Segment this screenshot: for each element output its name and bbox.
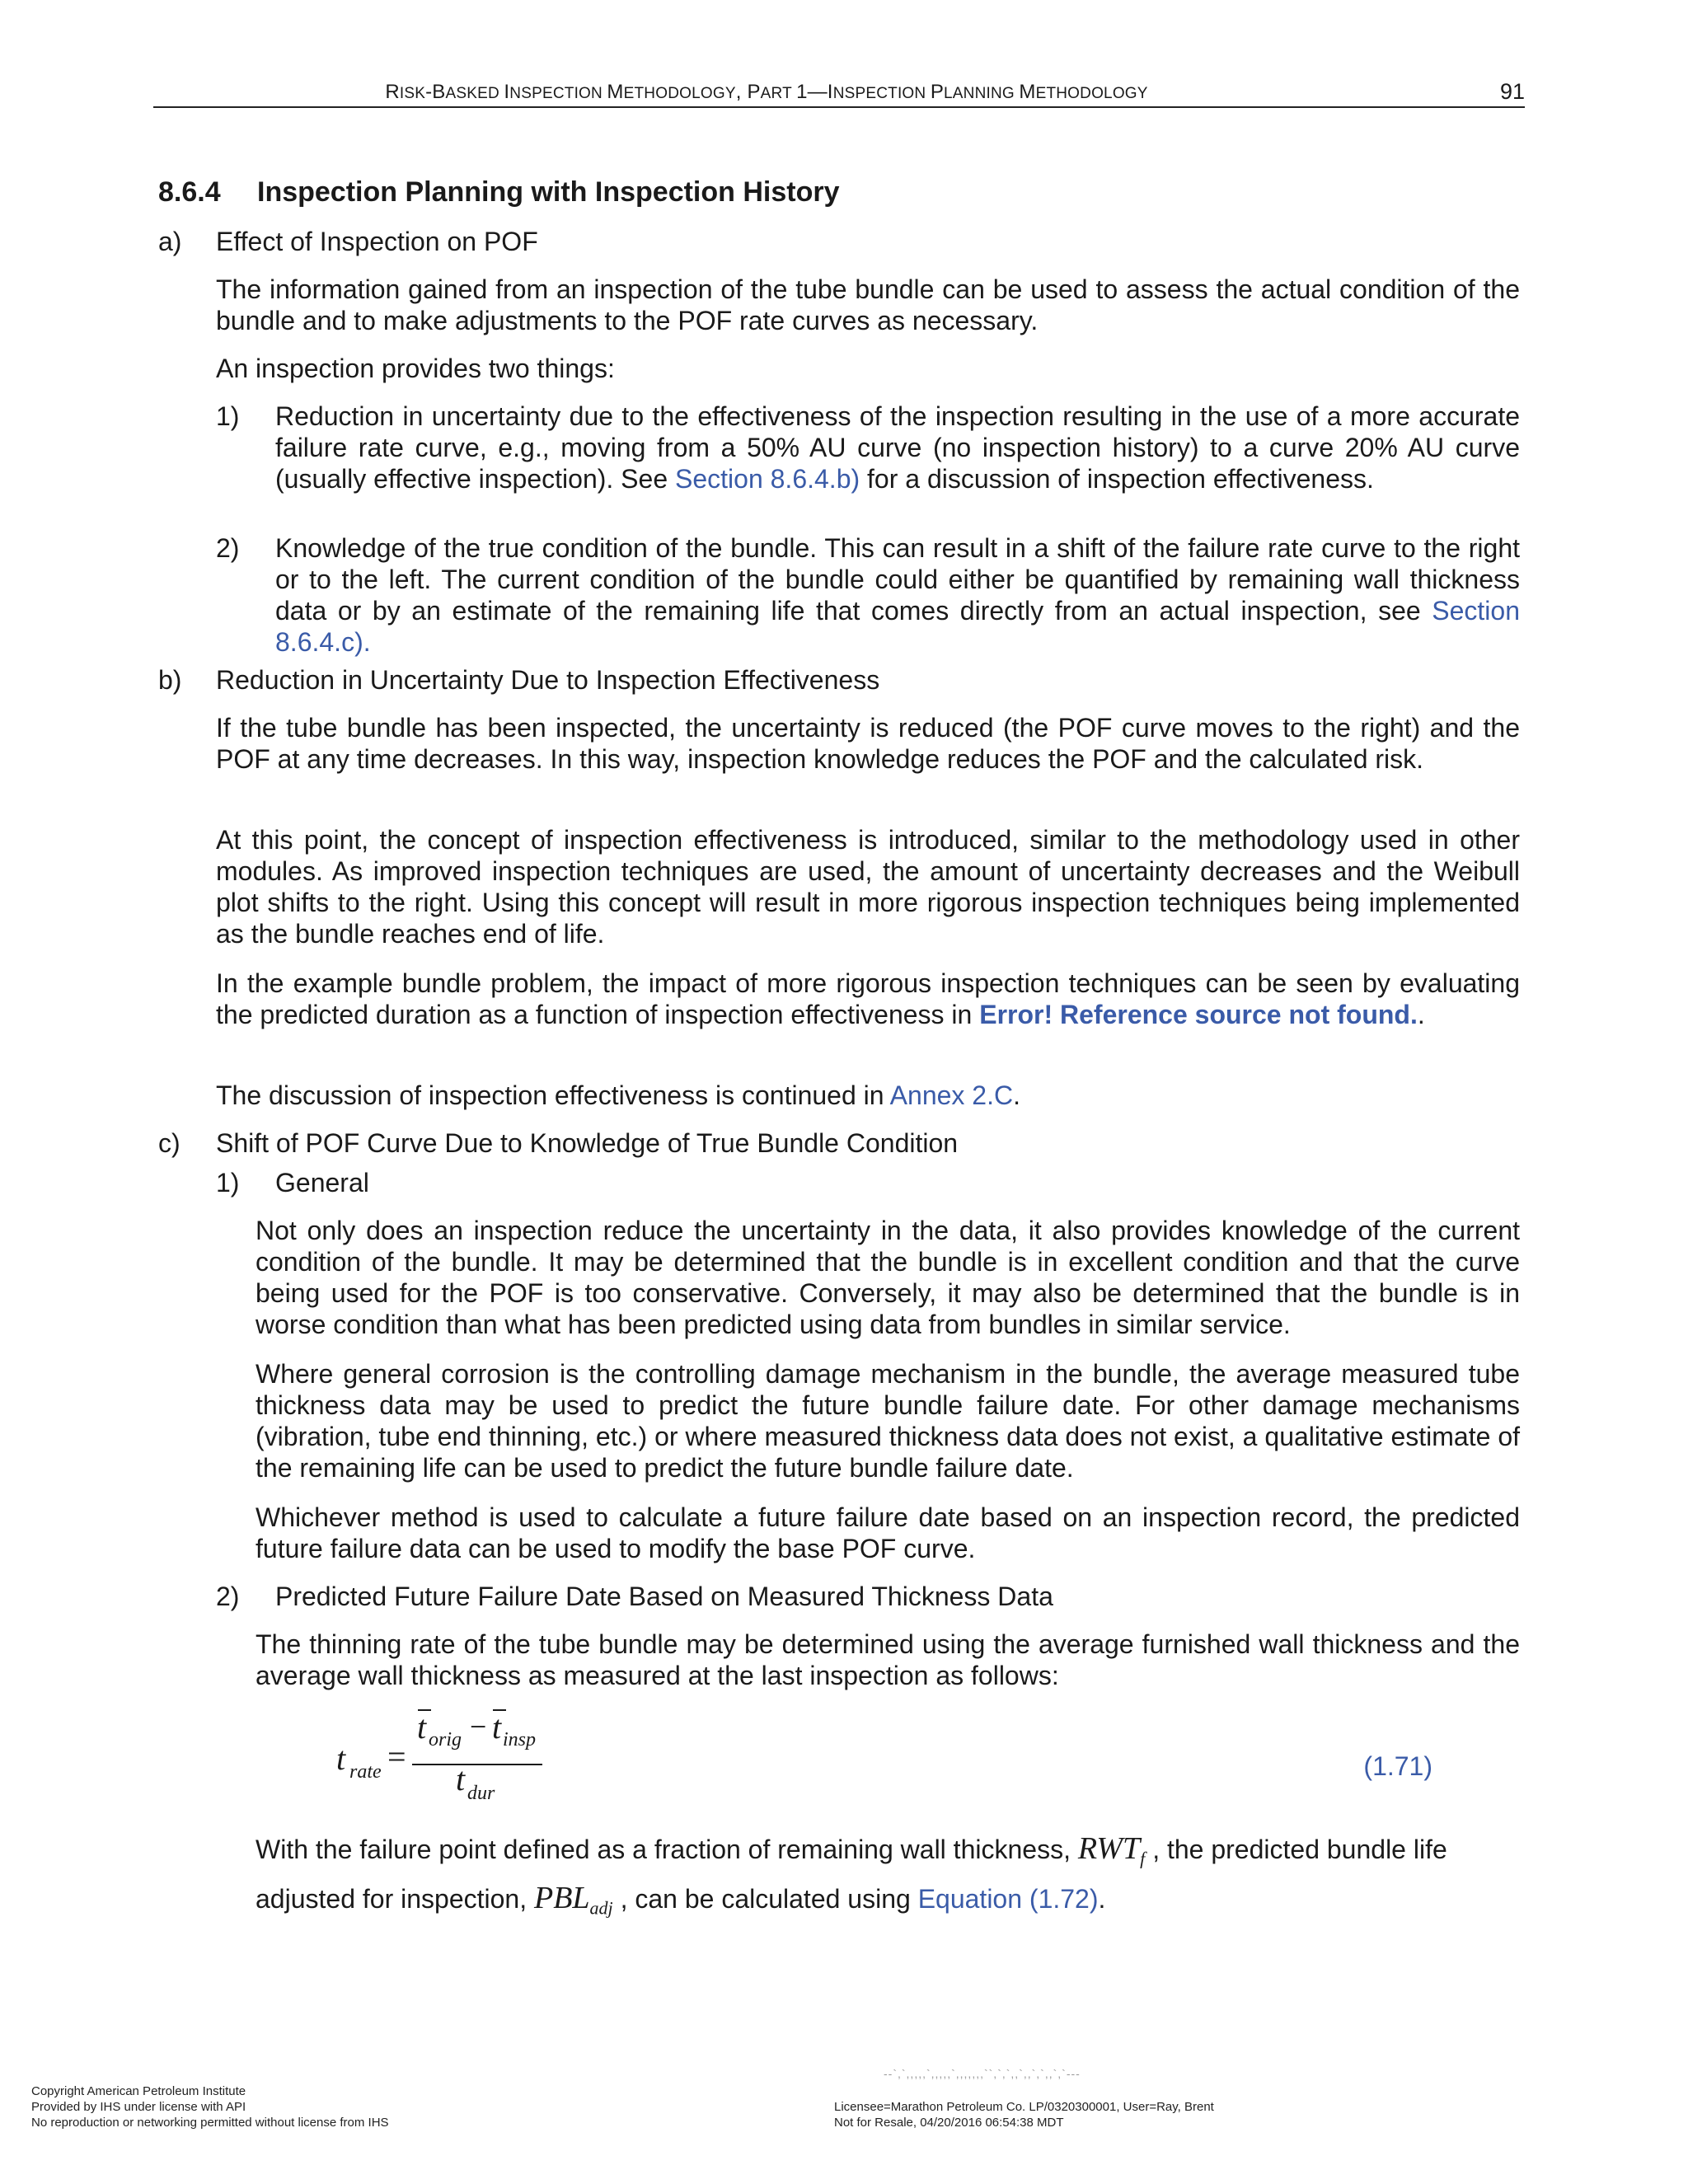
item-c-title: Shift of POF Curve Due to Knowledge of True Bundle Condition xyxy=(216,1128,959,1158)
footer-no-reproduction: No reproduction or networking permitted without license from IHS xyxy=(31,2116,389,2130)
footer-watermark-dots: --`,`,,,,,`,,,,,`,,,,,,,``,`,`,,`,,`,`,,`,`--- xyxy=(884,2067,1081,2080)
item-c1-paragraph-2: Where general corrosion is the controlling damage mechanism in the bundle, the average measured tube thickness data may be used to predict the future bundle failure date. For other damage mechanisms (vibration, tube end thinning, etc.) or where measured thickness data does not exist, a qualitative estimate of the remaining life can be used to predict the future bundle failure date. xyxy=(256,1359,1520,1483)
item-c2-paragraph-3: adjusted for inspection, $PBL_{adj}$ , can be calculated using Equation (1.72). xyxy=(256,1881,1106,1919)
item-a2-text: Knowledge of the true condition of the bundle. This can result in a shift of the failure rate curve to the right or to the left. The current condition of the bundle could either be quantified by remaining wall thickness data or by an estimate of the remaining life that comes directly from an actual inspection, see Section 8.6.4.c). xyxy=(275,533,1520,657)
eq-num-sub2: insp xyxy=(503,1729,537,1750)
section-8-6-4-c-link[interactable]: Section 8.6.4.c). xyxy=(275,596,1520,657)
section-8-6-4-b-link[interactable]: Section 8.6.4.b) xyxy=(675,464,860,494)
eq-den-sub: dur xyxy=(467,1783,495,1804)
eq-lhs-sub: rate xyxy=(349,1761,382,1783)
annex-2c-link[interactable]: Annex 2.C xyxy=(889,1080,1014,1110)
running-header: RISK-BASKED INSPECTION METHODOLOGY, PART 1—INSPECTION PLANNING METHODOLOGY xyxy=(385,81,1148,103)
item-b-paragraph-1: If the tube bundle has been inspected, the uncertainty is reduced (the POF curve moves to the right) and the POF at any time decreases. In this way, inspection knowledge reduces the POF and the calculated risk. xyxy=(216,713,1520,774)
item-c2-paragraph-2: With the failure point defined as a fraction of remaining wall thickness, $RWT_f$ , the predicted bundle life xyxy=(256,1831,1447,1869)
item-c1-title: General xyxy=(275,1168,369,1197)
item-a-label: a) xyxy=(158,227,182,256)
item-b-paragraph-3: In the example bundle problem, the impact of more rigorous inspection techniques can be seen by evaluating the predicted duration as a function of inspection effectiveness in Error! Reference source not found.. xyxy=(216,968,1520,1029)
equation-1-72-link[interactable]: Equation (1.72) xyxy=(917,1884,1099,1914)
footer-right xyxy=(834,2099,1214,2130)
item-a-paragraph-2: An inspection provides two things: xyxy=(216,354,615,383)
eq-equals: = xyxy=(387,1738,406,1775)
page-number: 91 xyxy=(1499,79,1525,104)
item-c2-label: 2) xyxy=(216,1582,240,1611)
rwt-var: RWT xyxy=(1077,1831,1141,1866)
item-a1-label: 1) xyxy=(216,401,240,431)
pbl-sub: adj xyxy=(589,1897,613,1919)
eq-lhs-var: t xyxy=(336,1740,346,1777)
footer-provided: Provided by IHS under license with API xyxy=(31,2100,246,2114)
equation-number: (1.71) xyxy=(1363,1751,1432,1781)
error-reference[interactable]: Error! Reference source not found. xyxy=(979,1000,1418,1029)
footer-left xyxy=(31,2083,389,2130)
item-a-paragraph-1: The information gained from an inspection of the tube bundle can be used to assess the actual condition of the bundle and to make adjustments to the POF rate curves as necessary. xyxy=(216,274,1520,335)
section-title: Inspection Planning with Inspection History xyxy=(257,176,840,208)
item-a-title: Effect of Inspection on POF xyxy=(216,227,538,256)
item-b-paragraph-2: At this point, the concept of inspection effectiveness is introduced, similar to the methodology used in other modules. As improved inspection techniques are used, the amount of uncertainty decreases and the Weibull plot shifts to the right. Using this concept will result in more rigorous inspection techniques being implemented as the bundle reaches end of life. xyxy=(216,825,1520,949)
pbl-var: PBL xyxy=(533,1881,590,1915)
item-c1-paragraph-1: Not only does an inspection reduce the uncertainty in the data, it also provides knowledge of the current condition of the bundle. It may be determined that the bundle is in excellent condition and that the curve being used for the POF is too conservative. Conversely, it may also be determined that the bundle is in worse condition than what has been predicted using data from bundles in similar service. xyxy=(256,1216,1520,1339)
item-a2-label: 2) xyxy=(216,533,240,563)
item-b-label: b) xyxy=(158,665,182,695)
item-b-paragraph-4: The discussion of inspection effectiveness is continued in Annex 2.C. xyxy=(216,1080,1020,1110)
eq-num-sub1: orig xyxy=(429,1729,462,1750)
item-c2-paragraph-1: The thinning rate of the tube bundle may be determined using the average furnished wall thickness and the average wall thickness as measured at the last inspection as follows: xyxy=(256,1629,1520,1690)
eq-num-var2: t xyxy=(492,1708,502,1746)
eq-fraction-bar xyxy=(412,1764,542,1765)
footer-not-for-resale: Not for Resale, 04/20/2016 06:54:38 MDT xyxy=(834,2116,1064,2130)
header-divider xyxy=(153,106,1525,108)
eq-den-var: t xyxy=(456,1760,466,1797)
item-c1-label: 1) xyxy=(216,1168,240,1197)
eq-minus: − xyxy=(470,1710,487,1743)
footer-copyright: Copyright American Petroleum Institute xyxy=(31,2084,246,2098)
footer-licensee: Licensee=Marathon Petroleum Co. LP/0320300001, User=Ray, Brent xyxy=(834,2100,1214,2114)
item-c-label: c) xyxy=(158,1128,181,1158)
item-a1-text: Reduction in uncertainty due to the effectiveness of the inspection resulting in the use of a more accurate failure rate curve, e.g., moving from a 50% AU curve (no inspection history) to a curve 20% AU curve (usually effective inspection). See Section 8.6.4.b) for a discussion of inspection effectiveness. xyxy=(275,401,1520,494)
item-c1-paragraph-3: Whichever method is used to calculate a future failure date based on an inspection record, the predicted future failure data can be used to modify the base POF curve. xyxy=(256,1502,1520,1563)
rwt-sub: f xyxy=(1140,1848,1146,1869)
section-number: 8.6.4 xyxy=(158,176,221,208)
item-c2-title: Predicted Future Failure Date Based on Measured Thickness Data xyxy=(275,1582,1053,1611)
eq-num-var1: t xyxy=(417,1708,427,1746)
item-b-title: Reduction in Uncertainty Due to Inspection Effectiveness xyxy=(216,665,880,695)
